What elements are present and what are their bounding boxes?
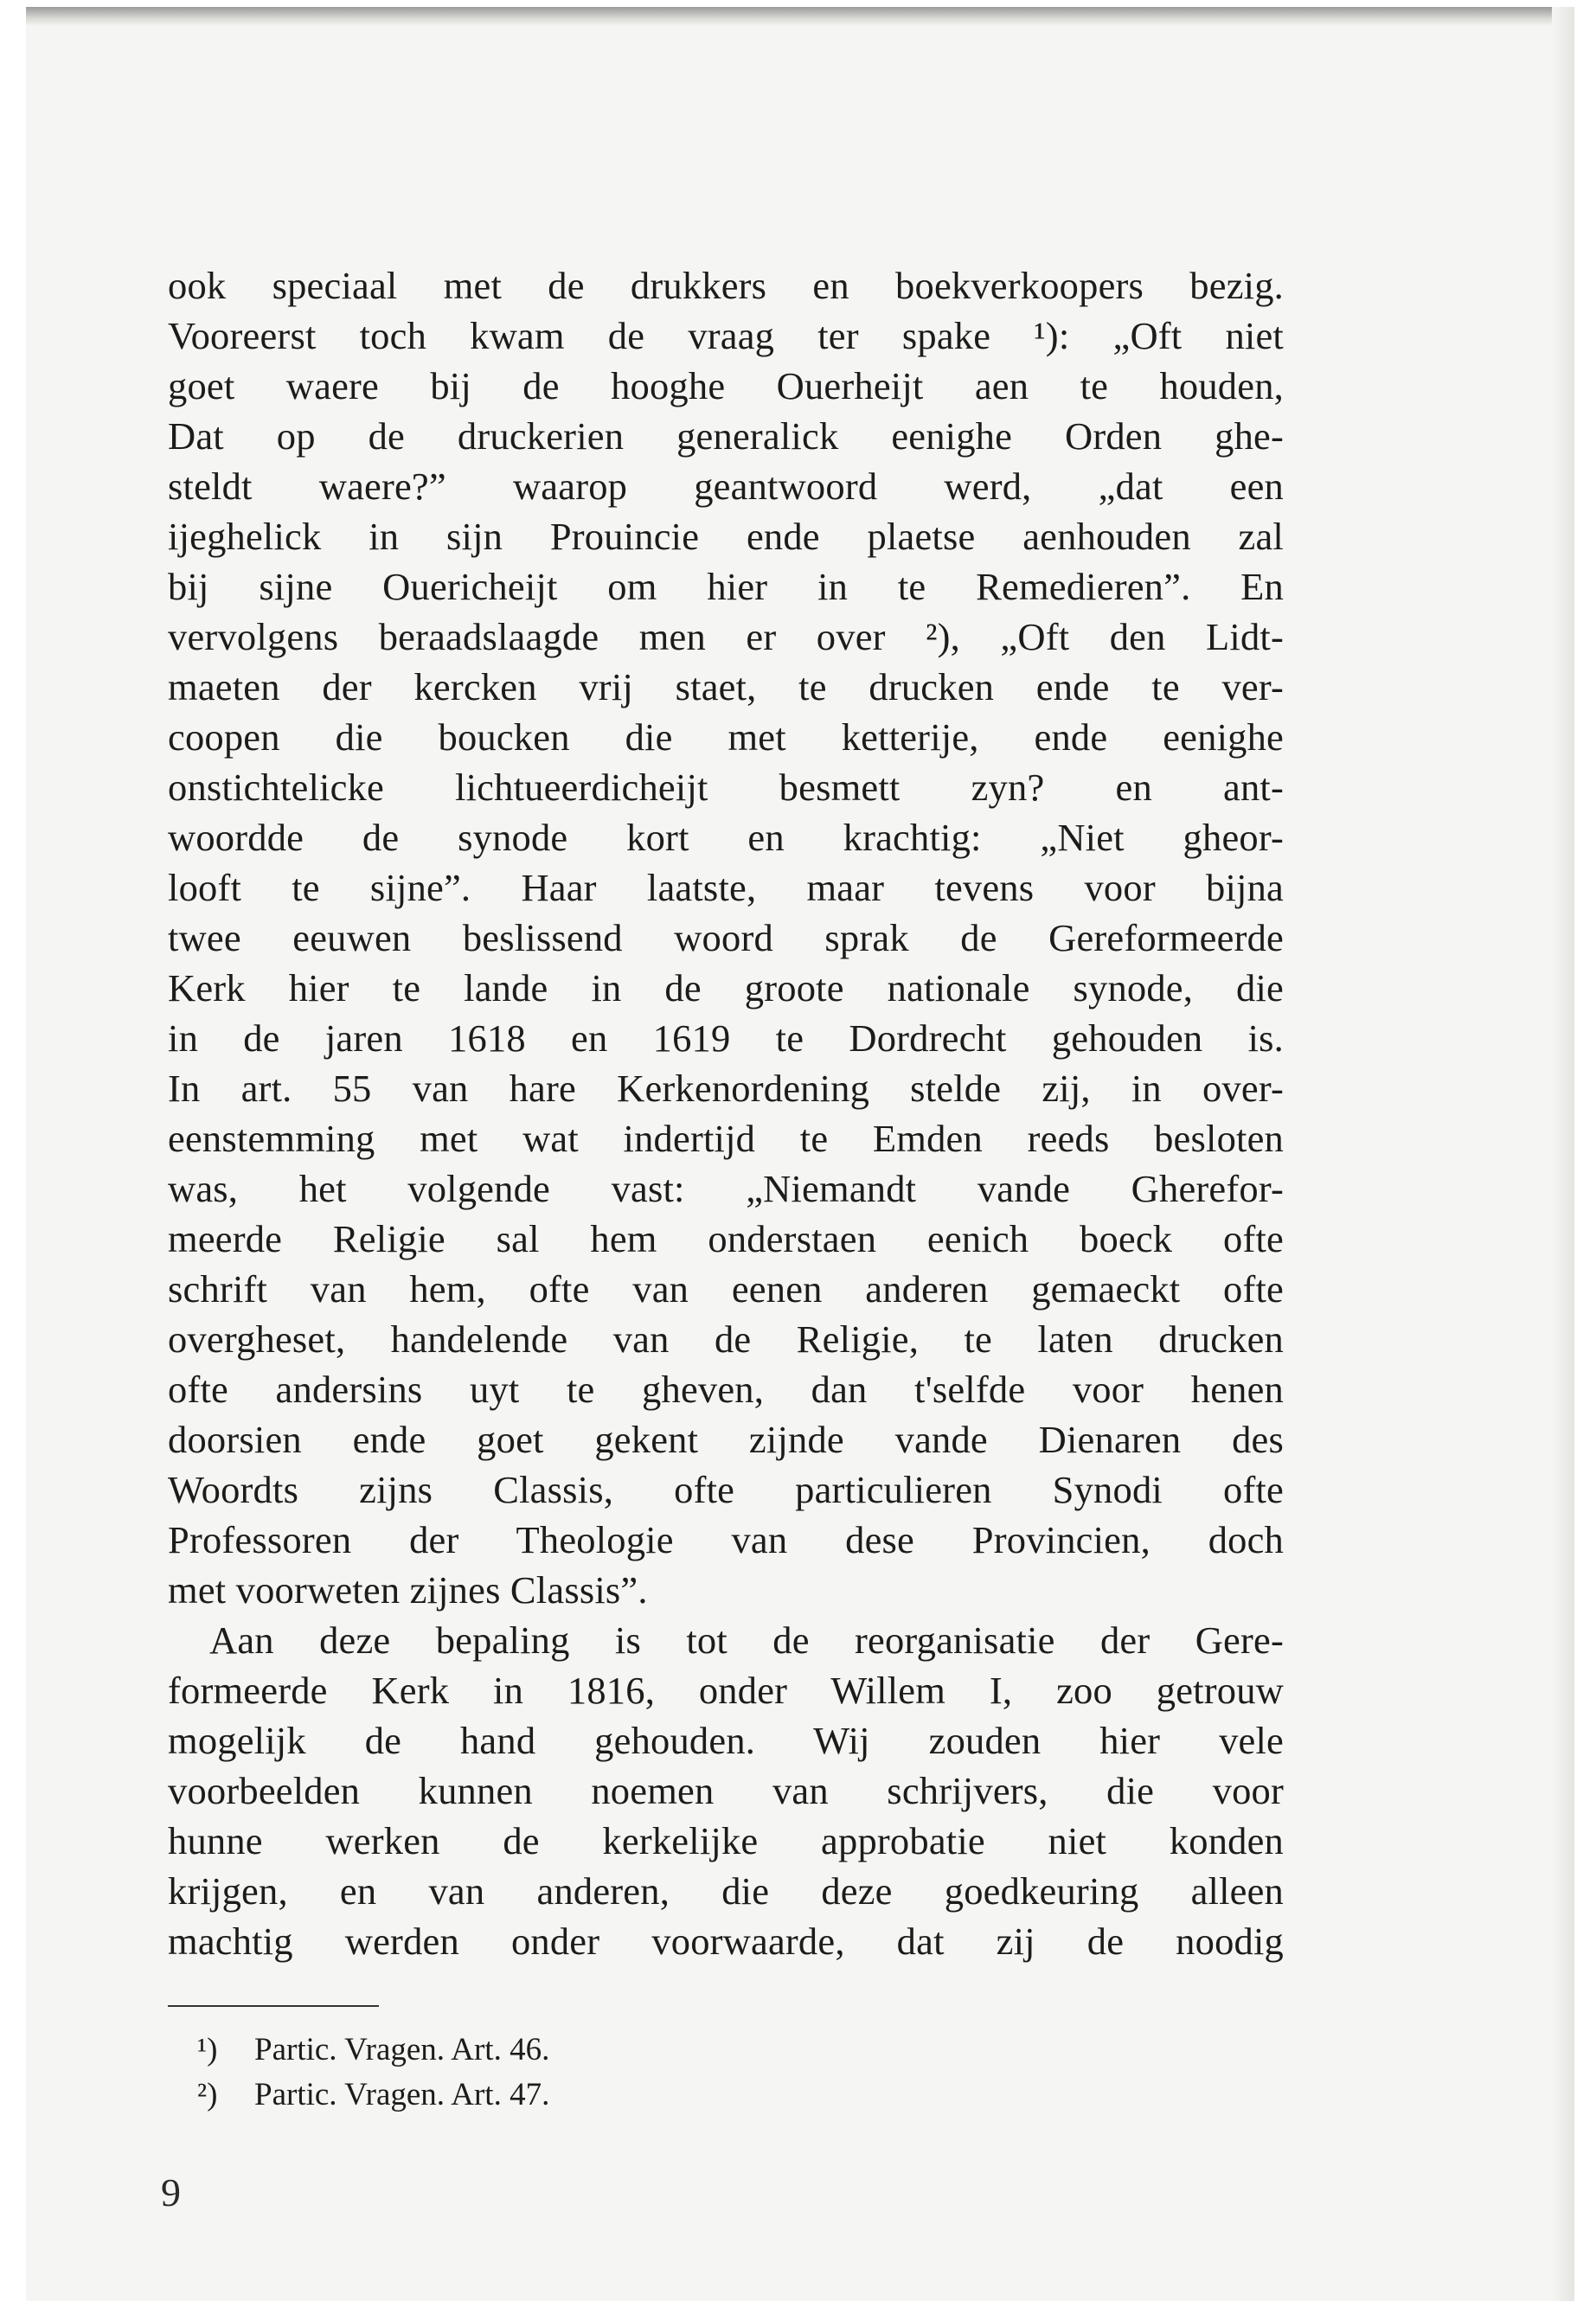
text-line: woordde de synode kort en krachtig: „Niet gheor- [168,816,1284,859]
text-line: was, het volgende vast: „Niemandt vande Gherefor- [168,1167,1284,1210]
text-line: vervolgens beraadslaagde men er over ²), „Oft den Lidt- [168,615,1284,658]
footnote-text: Partic. Vragen. Art. 46. [254,2032,550,2067]
text-line: In art. 55 van hare Kerkenordening stelde zij, in over- [168,1067,1284,1110]
text-line: Woordts zijns Classis, ofte particulieren Synodi ofte [168,1468,1284,1511]
text-line: formeerde Kerk in 1816, onder Willem I, zoo getrouw [168,1669,1284,1712]
text-line: eenstemming met wat indertijd te Emden reeds besloten [168,1117,1284,1160]
text-line: meerde Religie sal hem onderstaen eenich boeck ofte [168,1217,1284,1260]
text-line: steldt waere?” waarop geantwoord werd, „dat een [168,465,1284,508]
footnote-rule [168,2005,379,2007]
text-line: goet waere bij de hooghe Ouerheijt aen te houden, [168,364,1284,407]
footnote [197,2028,549,2073]
text-line: doorsien ende goet gekent zijnde vande Dienaren des [168,1418,1284,1461]
text-line: ijeghelick in sijn Prouincie ende plaetse aenhouden zal [168,515,1284,558]
text-line: voorbeelden kunnen noemen van schrijvers, die voor [168,1769,1284,1812]
scan-top-edge [26,7,1574,26]
text-line: ofte andersins uyt te gheven, dan t'selfde voor henen [168,1368,1284,1411]
text-line: looft te sijne”. Haar laatste, maar tevens voor bijna [168,866,1284,909]
footnote [197,2073,549,2118]
text-line: Aan deze bepaling is tot de reorganisatie der Gere- [209,1618,1284,1662]
text-line: maeten der kercken vrij staet, te drucken ende te ver- [168,665,1284,708]
scan-right-edge [1552,7,1574,2301]
text-line: machtig werden onder voorwaarde, dat zij de noodig [168,1920,1284,1963]
text-line: Vooreerst toch kwam de vraag ter spake ¹): „Oft niet [168,314,1284,357]
text-line: coopen die boucken die met ketterije, ende eenighe [168,715,1284,759]
text-line: in de jaren 1618 en 1619 te Dordrecht gehouden is. [168,1016,1284,1060]
footnote-mark: ²) [197,2077,218,2112]
text-line: Dat op de druckerien generalick eenighe Orden ghe- [168,414,1284,458]
book-page [26,7,1574,2301]
text-line: met voorweten zijnes Classis”. [168,1568,648,1612]
text-line: schrift van hem, ofte van eenen anderen gemaeckt ofte [168,1267,1284,1311]
text-line: bij sijne Ouericheijt om hier in te Remedieren”. En [168,565,1284,608]
text-line: hunne werken de kerkelijke approbatie niet konden [168,1819,1284,1862]
text-line: mogelijk de hand gehouden. Wij zouden hier vele [168,1719,1284,1762]
body-text [168,260,1284,1966]
text-line: overgheset, handelende van de Religie, te laten drucken [168,1317,1284,1361]
text-line: Kerk hier te lande in de groote nationale synode, die [168,966,1284,1009]
text-line: ook speciaal met de drukkers en boekverkoopers bezig. [168,264,1284,307]
text-line: twee eeuwen beslissend woord sprak de Gereformeerde [168,916,1284,959]
text-line: Professoren der Theologie van dese Provincien, doch [168,1518,1284,1561]
text-line: onstichtelicke lichtueerdicheijt besmett zyn? en ant- [168,766,1284,809]
text-line: krijgen, en van anderen, die deze goedkeuring alleen [168,1869,1284,1913]
footnotes [197,2028,549,2118]
footnote-text: Partic. Vragen. Art. 47. [254,2077,550,2112]
page-number: 9 [161,2170,181,2214]
footnote-mark: ¹) [197,2032,218,2067]
